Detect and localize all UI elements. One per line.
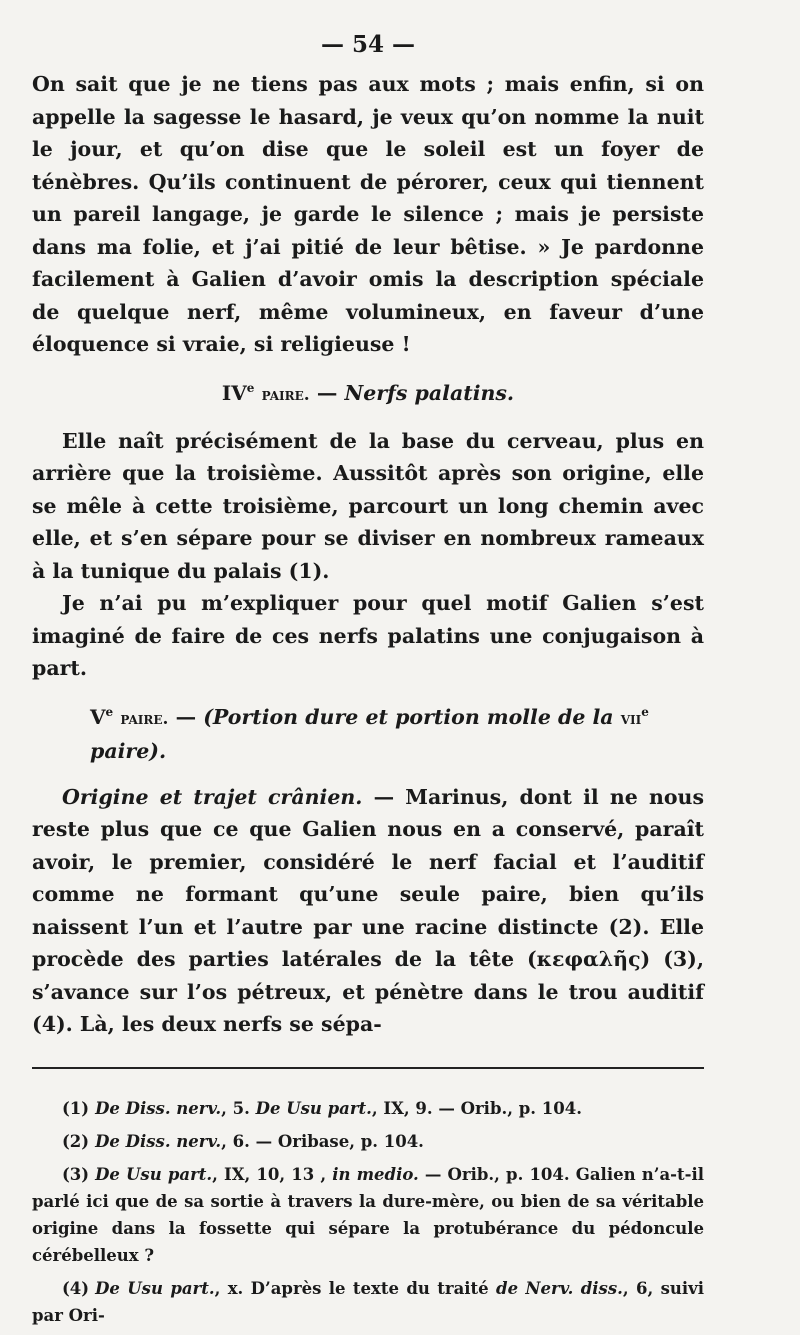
heading-vii: vii <box>620 708 642 729</box>
heading-sup: e <box>246 380 255 395</box>
heading-dash: — <box>309 380 345 405</box>
footnote-number: (2) <box>62 1131 90 1151</box>
footnote-text: , 6, suivi par Ori- <box>32 1278 704 1325</box>
heading-vii-sup: e <box>641 704 649 719</box>
paragraph-4 <box>32 781 704 1041</box>
footnotes <box>32 1095 704 1329</box>
heading-title: Nerfs palatins. <box>344 380 515 405</box>
footnote-text: , IX, 10, 13 , <box>212 1164 333 1184</box>
paragraph-dash: — <box>362 784 406 809</box>
footnote-ref: De Diss. nerv. <box>95 1131 222 1151</box>
heading-paire: paire. <box>261 384 310 405</box>
heading-dash: — <box>168 704 204 729</box>
heading-title-b: paire). <box>90 738 167 763</box>
heading-sup: e <box>105 704 114 719</box>
footnote-text: — Orib., p. 104. Galien n’a-t-il parlé ici que de sa sortie à travers la dure-mère, ou bien de sa véritable origine dans la fossette qui sépare la protubérance du pédoncule cérébelleux ? <box>32 1164 704 1265</box>
footnote-ref: De Usu part. <box>95 1164 213 1184</box>
paragraph-3: Je n’ai pu m’expliquer pour quel motif Galien s’est imaginé de faire de ces nerfs palatins une conjugaison à part. <box>32 591 704 680</box>
footnote-ref: De Usu part. <box>95 1278 215 1298</box>
footnote-number: (4) <box>62 1278 90 1298</box>
footnote-number: (1) <box>62 1098 90 1118</box>
paragraph-text: Marinus, dont il ne nous reste plus que ce que Galien nous en a conservé, paraît avoir, le premier, considéré le nerf facial et l’auditif comme ne formant qu’une seule paire, bien qu’ils naissent l’un et l’autre par une racine distincte (2). Elle procède des parties latérales de la tête (κεφαλῆς) (3), s’avance sur l’os pétreux, et pénètre dans le trou auditif (4). Là, les deux nerfs se sépa- <box>32 784 704 1036</box>
footnote-ref: De Diss. nerv. <box>95 1098 222 1118</box>
footnote-text: , 6. — Oribase, p. 104. <box>221 1131 424 1151</box>
footnote-rule <box>32 1067 704 1069</box>
heading-title-a: (Portion dure et portion molle de la <box>203 704 621 729</box>
footnote-number: (3) <box>62 1164 90 1184</box>
paragraph-1: On sait que je ne tiens pas aux mots ; mais enfin, si on appelle la sagesse le hasard, je veux qu’on nomme la nuit le jour, et qu’on dise que le soleil est un foyer de ténèbres. Qu’ils continuent de pérorer, ceux qui tiennent un pareil langage, je garde le silence ; mais je persiste dans ma folie, et j’ai pitié de leur bêtise. » Je pardonne facilement à Galien d’avoir omis la description spéciale de quelque nerf, même volumineux, en faveur d’une éloquence si vraie, si religieuse ! <box>32 72 704 356</box>
footnote-text: , IX, 9. — Orib., p. 104. <box>371 1098 582 1118</box>
section-heading-iv <box>32 377 704 411</box>
footnote <box>32 1161 704 1269</box>
footnote-ref: de Nerv. diss. <box>496 1278 623 1298</box>
heading-numeral: IV <box>221 380 247 405</box>
footnote <box>32 1128 704 1155</box>
heading-paire: paire. <box>120 708 169 729</box>
footnote-ref: De Usu part. <box>255 1098 372 1118</box>
heading-numeral: V <box>90 704 106 729</box>
footnote-text: , x. D’après le texte du traité <box>214 1278 497 1298</box>
footnote-ref: in medio. <box>332 1164 419 1184</box>
footnote <box>32 1095 704 1122</box>
footnote <box>32 1275 704 1329</box>
paragraph-2: Elle naît précisément de la base du cerveau, plus en arrière que la troisième. Aussitôt après son origine, elle se mêle à cette troisième, parcourt un long chemin avec elle, et s’en sépare pour se diviser en nombreux rameaux à la tunique du palais (1). <box>32 428 704 583</box>
page-number: — 54 — <box>320 31 416 58</box>
paragraph-subhead: Origine et trajet crânien. <box>62 784 363 809</box>
footnote-text: , 5. <box>221 1098 256 1118</box>
page <box>32 30 704 1335</box>
section-heading-v <box>32 701 704 767</box>
